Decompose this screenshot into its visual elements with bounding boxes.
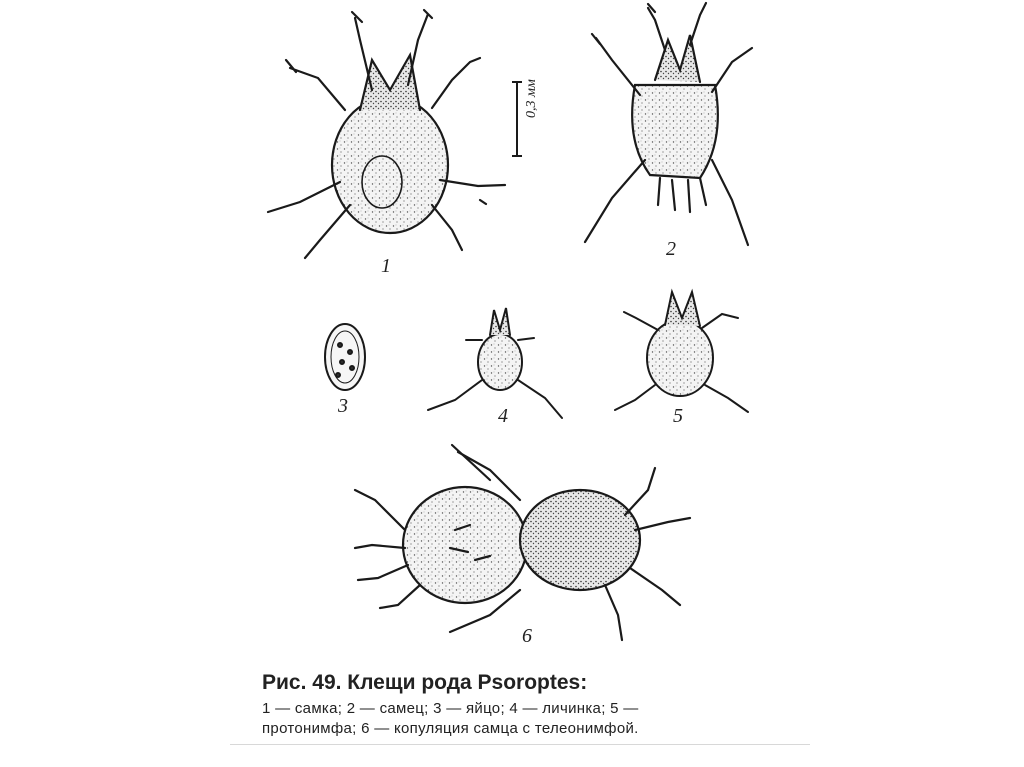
caption-line-2: протонимфа; 6 — копуляция самца с телеонимфой. bbox=[262, 720, 639, 737]
figure-label-4: 4 bbox=[498, 405, 508, 427]
mite-male-drawing bbox=[585, 3, 752, 245]
figure-label-5: 5 bbox=[673, 405, 683, 427]
figure-label-1: 1 bbox=[381, 255, 391, 277]
caption-line-1: 1 — самка; 2 — самец; 3 — яйцо; 4 — личинка; 5 — bbox=[262, 700, 639, 717]
scale-bar-label: 0,3 мм bbox=[524, 79, 539, 118]
caption-title: Рис. 49. Клещи рода Psoroptes: bbox=[262, 671, 588, 694]
mite-copulation-drawing bbox=[355, 445, 690, 640]
mite-protonymph-drawing bbox=[615, 292, 748, 412]
mite-female-drawing bbox=[268, 10, 505, 258]
mite-egg-drawing bbox=[325, 324, 365, 390]
mite-larva-drawing bbox=[428, 308, 562, 418]
figure-label-2: 2 bbox=[666, 238, 676, 260]
figure-label-3: 3 bbox=[338, 395, 348, 417]
figure-label-6: 6 bbox=[522, 625, 532, 647]
scale-bar bbox=[512, 82, 522, 156]
